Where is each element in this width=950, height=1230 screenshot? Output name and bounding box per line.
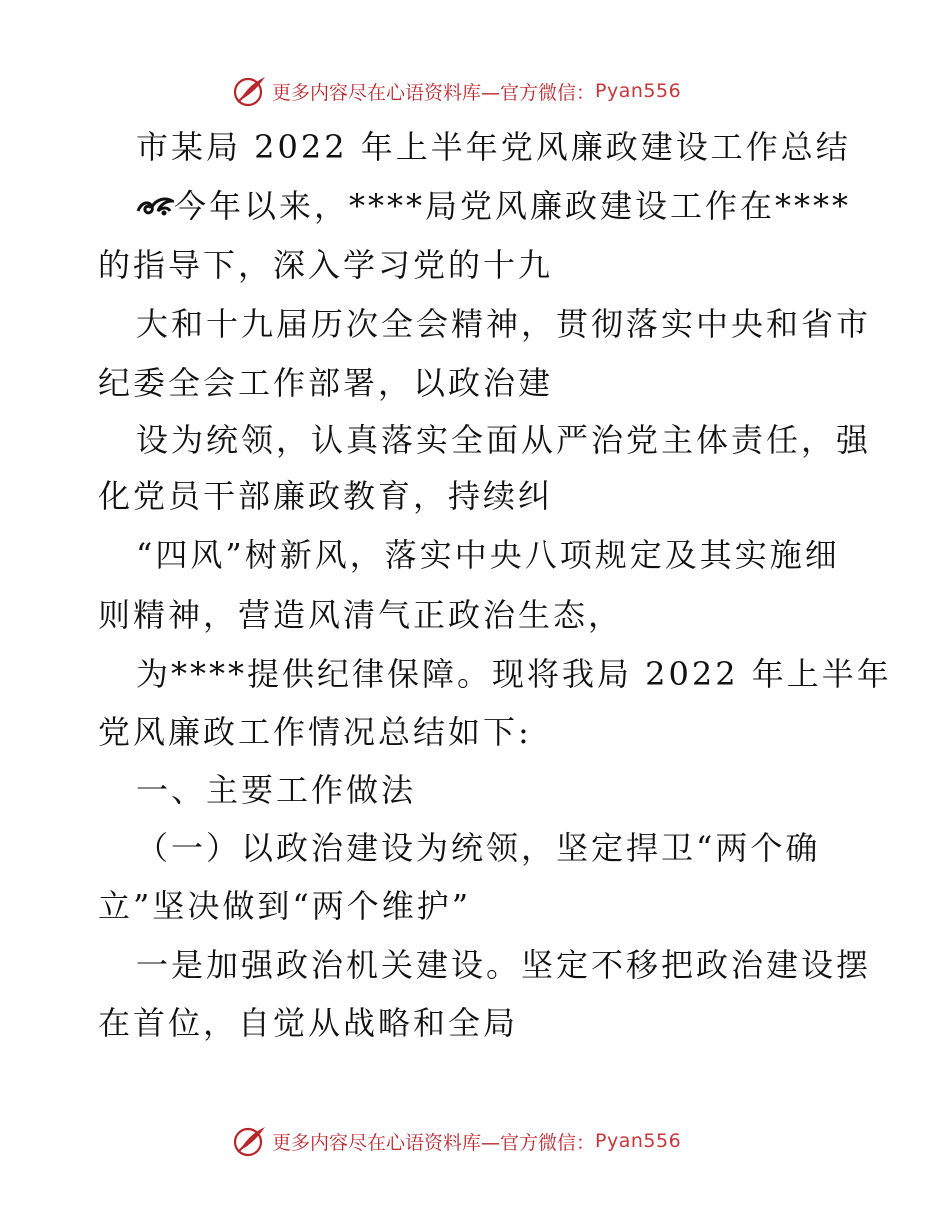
subsection-heading: （一）以政治建设为统领，坚定捍卫“两个确	[136, 829, 821, 867]
paragraph-line: 化党员干部廉政教育，持续纠	[98, 477, 554, 515]
watermark-text: 更多内容尽在心语资料库—官方微信：	[272, 1131, 596, 1154]
paragraph-line: 设为统领，认真落实全面从严治党主体责任，强	[136, 421, 872, 459]
document-title: 市某局 2022 年上半年党风廉政建设工作总结	[136, 128, 851, 166]
subsection-heading-cont: 立”坚决做到“两个维护”	[98, 887, 472, 925]
ornament-swirl-icon	[136, 193, 174, 221]
watermark-wechat-id: Pyan556	[595, 80, 682, 102]
paragraph-line: 党风廉政工作情况总结如下:	[98, 713, 532, 751]
paragraph-line: 为****提供纪律保障。现将我局 2022 年上半年	[136, 655, 892, 693]
paragraph-line: 则精神，营造风清气正政治生态，	[98, 596, 624, 634]
paragraph-line	[136, 187, 896, 225]
watermark-text: 更多内容尽在心语资料库—官方微信：	[272, 81, 596, 104]
footer-watermark	[232, 1124, 681, 1158]
paragraph-line: 大和十九届历次全会精神，贯彻落实中央和省市	[136, 305, 872, 343]
paragraph-line: 一是加强政治机关建设。坚定不移把政治建设摆	[136, 946, 872, 984]
feather-pen-icon	[232, 1124, 268, 1158]
paragraph-line: 的指导下，深入学习党的十九	[98, 246, 554, 284]
paragraph-line: 纪委全会工作部署，以政治建	[98, 364, 554, 402]
watermark-wechat-id: Pyan556	[595, 1130, 682, 1152]
paragraph-line: 在首位，自觉从战略和全局	[98, 1004, 519, 1042]
feather-pen-icon	[232, 74, 268, 108]
header-watermark	[232, 74, 681, 108]
paragraph-line: “四风”树新风，落实中央八项规定及其实施细	[136, 536, 840, 574]
paragraph-text: 今年以来，****局党风廉政建设工作在****	[174, 187, 852, 225]
section-heading: 一、主要工作做法	[136, 771, 417, 809]
